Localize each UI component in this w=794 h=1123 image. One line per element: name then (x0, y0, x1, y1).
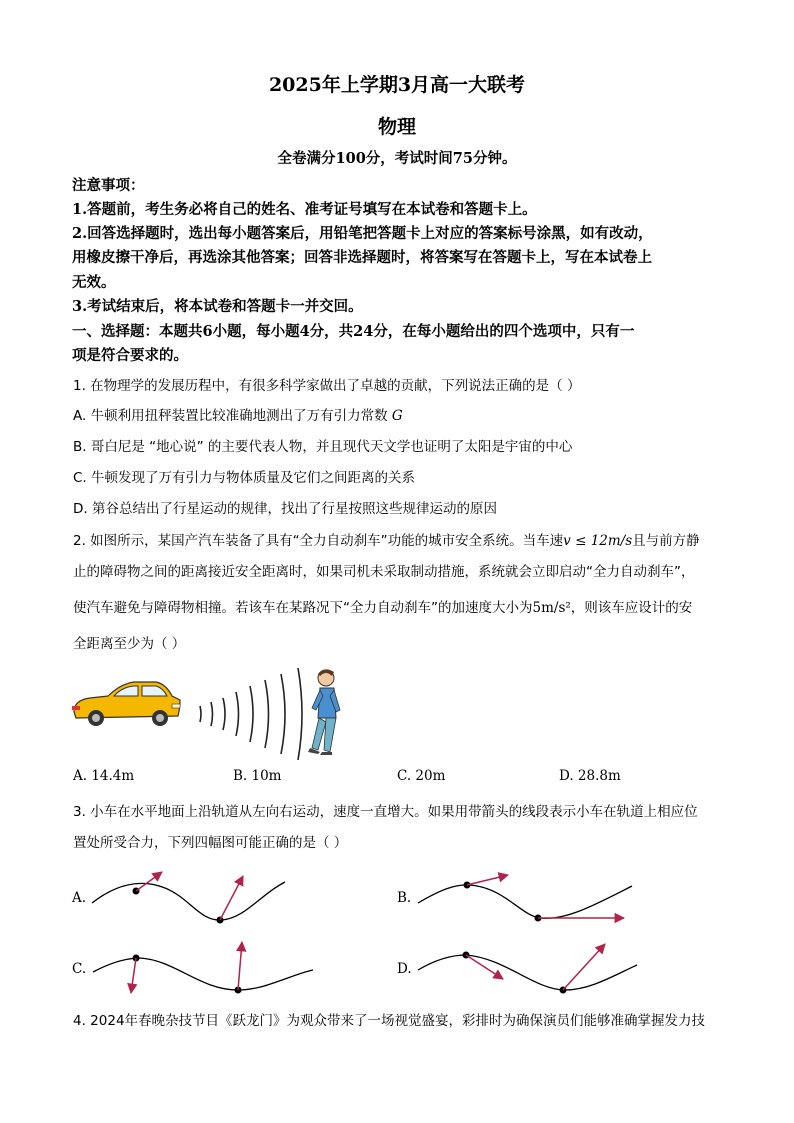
notice-line-3: 3.考试结束后，将本试卷和答题卡一并交回。 (72, 298, 363, 315)
q1-stem: 1. 在物理学的发展历程中，有很多科学家做出了卓越的贡献，下列说法正确的是（ ） (73, 378, 581, 394)
notice-line-1: 1.答题前，考生务必将自己的姓名、准考证号填写在本试卷和答题卡上。 (72, 201, 537, 218)
exam-title: 2025年上学期3月高一大联考 (268, 74, 526, 96)
q1-option-a: A. 牛顿利用扭秤装置比较准确地测出了万有引力常数 G (73, 408, 403, 424)
q3-label-d: D. (397, 961, 412, 977)
q3-diagram-d (418, 944, 637, 994)
gravitational-constant-symbol: G (391, 408, 403, 424)
q2-option-b: B. 10m (233, 768, 282, 784)
q1-option-c: C. 牛顿发现了万有引力与物体质量及它们之间距离的关系 (73, 470, 416, 486)
section-heading-line-1: 一、选择题：本题共6小题，每小题4分，共24分，在每小题给出的四个选项中，只有一 (72, 323, 635, 340)
notice-line-2a: 2.回答选择题时，选出每小题答案后，用铅笔把答题卡上对应的答案标号涂黑，如有改动， (72, 225, 653, 242)
q2-option-a: A. 14.4m (73, 768, 135, 784)
q2-line-1: 2. 如图所示，某国产汽车装备了具有“全力自动刹车”功能的城市安全系统。当车速v ≤ 12m/s且与前方静 (73, 533, 700, 549)
acceleration-value: 5m/s² (532, 600, 571, 616)
q2-option-d: D. 28.8m (559, 768, 621, 784)
q3-diagram-a (92, 872, 285, 924)
notice-line-2c: 无效。 (72, 274, 116, 291)
subject-title: 物理 (377, 116, 416, 138)
q3-label-c: C. (72, 961, 87, 977)
notice-line-2b: 用橡皮擦干净后，再选涂其他答案；回答非选择题时，将答案写在答题卡上，写在本试卷上 (72, 249, 652, 266)
notice-heading: 注意事项： (72, 177, 145, 194)
q3-label-a: A. (72, 890, 87, 906)
q1-option-d: D. 第谷总结出了行星运动的规律，找出了行星按照这些规律运动的原因 (73, 501, 497, 517)
score-time: 全卷满分100分，考试时间75分钟。 (277, 150, 517, 167)
q4-line-1: 4. 2024年春晚杂技节目《跃龙门》为观众带来了一场视觉盛宴，彩排时为确保演员们能够准确掌握发力技 (73, 1013, 706, 1029)
q2-line-4: 全距离至少为（ ） (73, 636, 186, 652)
q2-option-c: C. 20m (397, 768, 446, 784)
q2-line-3: 使汽车避免与障碍物相撞。若该车在某路况下“全力自动刹车”的加速度大小为5m/s²，则该车应设计的安 (73, 600, 693, 616)
q1-option-b: B. 哥白尼是 “地心说” 的主要代表人物，并且现代天文学也证明了太阳是宇宙的中心 (73, 439, 573, 455)
section-heading-line-2: 项是符合要求的。 (72, 347, 188, 364)
q3-label-b: B. (397, 890, 412, 906)
speed-condition: v ≤ 12m/s (563, 533, 633, 549)
q3-line-2: 置处所受合力，下列四幅图可能正确的是（ ） (73, 835, 348, 851)
q3-diagram-b (418, 875, 632, 922)
q3-diagram-c (93, 942, 313, 994)
q3-line-1: 3. 小车在水平地面上沿轨道从左向右运动，速度一直增大。如果用带箭头的线段表示小车在轨道上相应位 (73, 804, 698, 820)
q2-line-2: 止的障碍物之间的距离接近安全距离时，如果司机未采取制动措施，系统就会立即启动“全力自动刹车”， (73, 564, 695, 580)
